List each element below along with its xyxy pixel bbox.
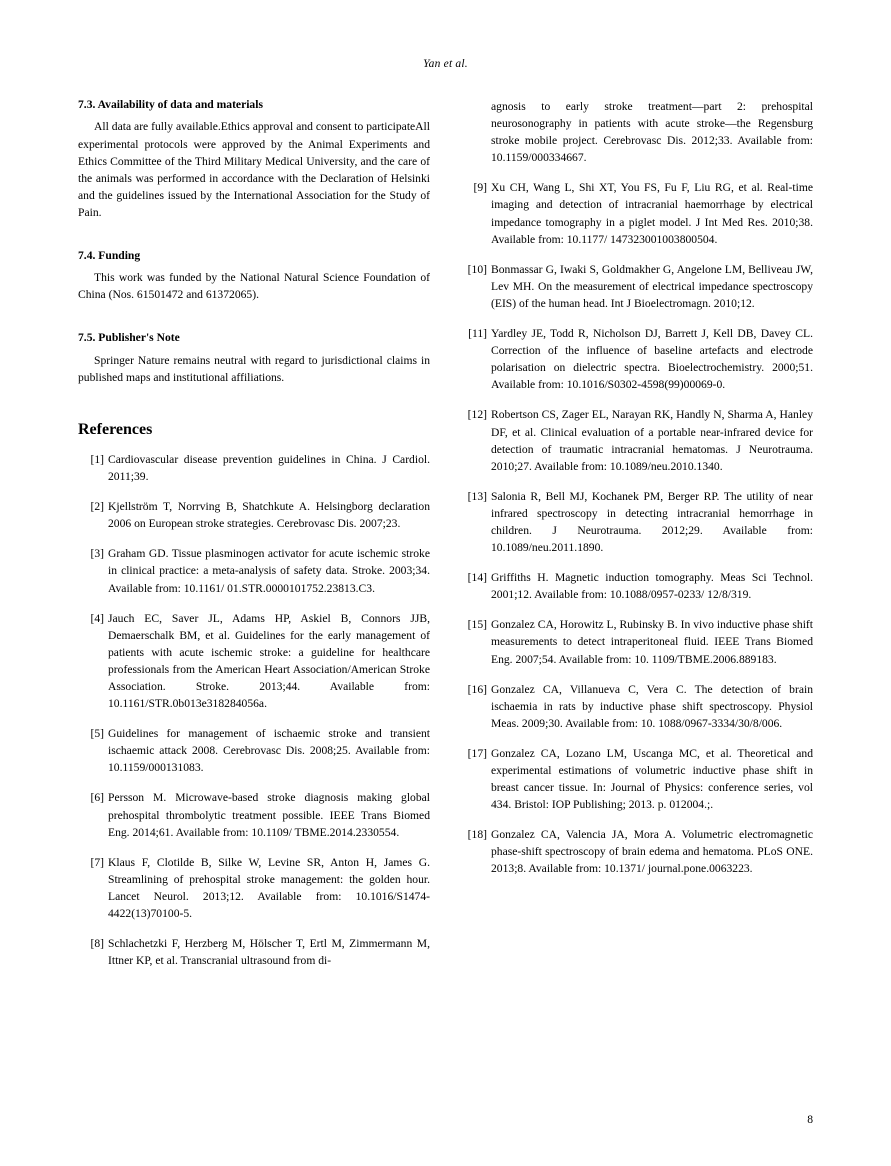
reference-entry [461,179,813,247]
reference-entry [461,406,813,474]
reference-entry [78,545,430,596]
reference-number: [4] [90,611,104,625]
reference-entry [461,826,813,877]
section-paragraph-publishers-note: Springer Nature remains neutral with regard to jurisdictional claims in published maps and institutional affiliations. [78,353,430,384]
reference-number: [7] [90,855,104,869]
section-heading-funding: 7.4. Funding [78,248,141,262]
reference-text: Salonia R, Bell MJ, Kochanek PM, Berger RP. The utility of near infrared spectroscopy in detecting intracranial hemorrhage in children. J Neurotrauma. 2012;29. Available from: 10.1089/neu.2011.1890. [491,489,813,555]
reference-text: Yardley JE, Todd R, Nicholson DJ, Barrett J, Kell DB, Davey CL. Correction of the influence of baseline artefacts and electrode polarisation on dielectric spectra. Bioelectrochemistry. 2000;51. Available from: 10.1016/S0302-4598(99)00069-0. [491,327,813,392]
reference-entry [461,681,813,732]
reference-text: Bonmassar G, Iwaki S, Goldmakher G, Angelone LM, Belliveau JW, Lev MH. On the measurement of electrical impedance spectroscopy (EIS) of the human head. Int J Bioelectromagn. 2010;12. [491,262,813,310]
reference-text: Xu CH, Wang L, Shi XT, You FS, Fu F, Liu RG, et al. Real-time imaging and detection of intracranial haemorrhage by electrical impedance tomography in a piglet model. J Int Med Res. 2010;38. Available from: 10.1177/ 147323001003800504. [491,181,813,246]
reference-number: [13] [467,489,487,503]
reference-number: [6] [90,791,104,805]
section-heading-availability: 7.3. Availability of data and materials [78,98,263,111]
two-column-body [78,98,813,1098]
reference-text: Robertson CS, Zager EL, Narayan RK, Handly N, Sharma A, Hanley DF, et al. Clinical evaluation of a portable near-infrared device for detection of traumatic intracranial hematomas. J Neurotrauma. 2010;27. Available from: 10.1089/neu.2010.1340. [491,408,813,473]
left-column [78,98,430,1098]
reference-number: [18] [467,828,487,842]
reference-entry [461,488,813,556]
section-heading-publishers-note: 7.5. Publisher's Note [78,331,180,345]
reference-entry [461,325,813,393]
reference-text: Klaus F, Clotilde B, Silke W, Levine SR, Anton H, James G. Streamlining of prehospital stroke management: the golden hour. Lancet Neurol. 2013;12. Available from: 10.1016/S1474-4422(13)70100-5. [108,855,430,921]
reference-number: [16] [467,682,487,696]
reference-number: [9] [473,181,487,195]
reference-text: Kjellström T, Norrving B, Shatchkute A. Helsingborg declaration 2006 on European stroke strategies. Cerebrovasc Dis. 2007;23. [108,500,430,531]
reference-entry [78,725,430,776]
reference-text: Guidelines for management of ischaemic stroke and transient ischaemic attack 2008. Cerebrovasc Dis. 2008;25. Available from: 10.1159/000131083. [108,727,430,775]
reference-entry [78,789,430,840]
page-number: 8 [807,1113,813,1126]
reference-text: Gonzalez CA, Horowitz L, Rubinsky B. In vivo inductive phase shift measurements to detect intraperitoneal fluid. IEEE Trans Biomed Eng. 2007;54. Available from: 10. 1109/TBME.2006.889183. [491,618,813,666]
reference-entry [78,935,430,969]
section-paragraph-funding: This work was funded by the National Natural Science Foundation of China (Nos. 61501472 and 61372065). [78,271,430,302]
reference-entry [78,498,430,532]
reference-entry [78,451,430,485]
references-heading: References [78,420,153,438]
reference-number: [15] [467,618,487,632]
reference-entry [461,261,813,312]
reference-number: [5] [90,727,104,741]
reference-entry [461,616,813,667]
reference-number: [12] [467,408,487,422]
reference-entry [461,745,813,813]
reference-number: [17] [467,746,487,760]
references-list-right [461,179,813,877]
reference-number: [14] [467,571,487,585]
reference-number: [11] [468,327,487,341]
reference-text: Graham GD. Tissue plasminogen activator for acute ischemic stroke in clinical practice: a meta-analysis of safety data. Stroke. 2003;34. Available from: 10.1161/ 01.STR.0000101752.23813.C3. [108,547,430,595]
reference-text: Gonzalez CA, Valencia JA, Mora A. Volumetric electromagnetic phase-shift spectroscopy of brain edema and hematoma. PLoS ONE. 2013;8. Available from: 10.1371/ journal.pone.0063223. [491,828,813,876]
running-header: Yan et al. [423,58,468,70]
reference-number: [10] [467,262,487,276]
references-list-left [78,451,430,969]
reference-text: Schlachetzki F, Herzberg M, Hölscher T, Ertl M, Zimmermann M, Ittner KP, et al. Transcranial ultrasound from di- [108,937,430,968]
reference-text: Jauch EC, Saver JL, Adams HP, Askiel B, Connors JJB, Demaerschalk BM, et al. Guidelines for the early management of patients with acute ischemic stroke: a guideline for healthcare professionals from the American Heart Association/American Stroke Association. Stroke. 2013;44. Available from: 10.1161/STR.0b013e318284056a. [108,611,430,711]
reference-entry [78,854,430,922]
reference-text: Persson M. Microwave-based stroke diagnosis making global prehospital thrombolytic treatment possible. IEEE Trans Biomed Eng. 2014;61. Available from: 10.1109/ TBME.2014.2330554. [108,791,430,839]
right-column [461,98,813,1098]
reference-number: [2] [90,500,104,514]
reference-text: Cardiovascular disease prevention guidelines in China. J Cardiol. 2011;39. [108,452,430,484]
reference-entry [78,610,430,713]
reference-number: [1] [90,452,104,466]
reference-number: [8] [90,937,104,951]
reference-text: Gonzalez CA, Lozano LM, Uscanga MC, et al. Theoretical and experimental estimations of volumetric inductive phase shift in breast cancer tissue. In: Journal of Physics: conference series, vol 434. Bristol: IOP Publishing; 2013. p. 012004.;. [491,746,813,812]
reference-continuation-8: agnosis to early stroke treatment—part 2: prehospital neurosonography in patients with acute stroke—the Regensburg stroke mobile project. Cerebrovasc Dis. 2012;33. Available from: 10.1159/000334667. [491,100,813,165]
section-paragraph-availability: All data are fully available.Ethics approval and consent to participateAll experimental protocols were approved by the Animal Experiments and Ethics Committee of the Third Military Medical University, and the care of the animals was performed in accordance with the Declaration of Helsinki and the guidelines issued by the International Association for the Study of Pain. [78,120,430,219]
reference-entry [461,569,813,603]
reference-text: Gonzalez CA, Villanueva C, Vera C. The detection of brain ischaemia in rats by inductive phase shift spectroscopy. Physiol Meas. 2009;30. Available from: 10. 1088/0967-3334/30/8/006. [491,682,813,730]
reference-text: Griffiths H. Magnetic induction tomography. Meas Sci Technol. 2001;12. Available from: 10.1088/0957-0233/ 12/8/319. [491,571,813,602]
reference-number: [3] [90,547,104,561]
